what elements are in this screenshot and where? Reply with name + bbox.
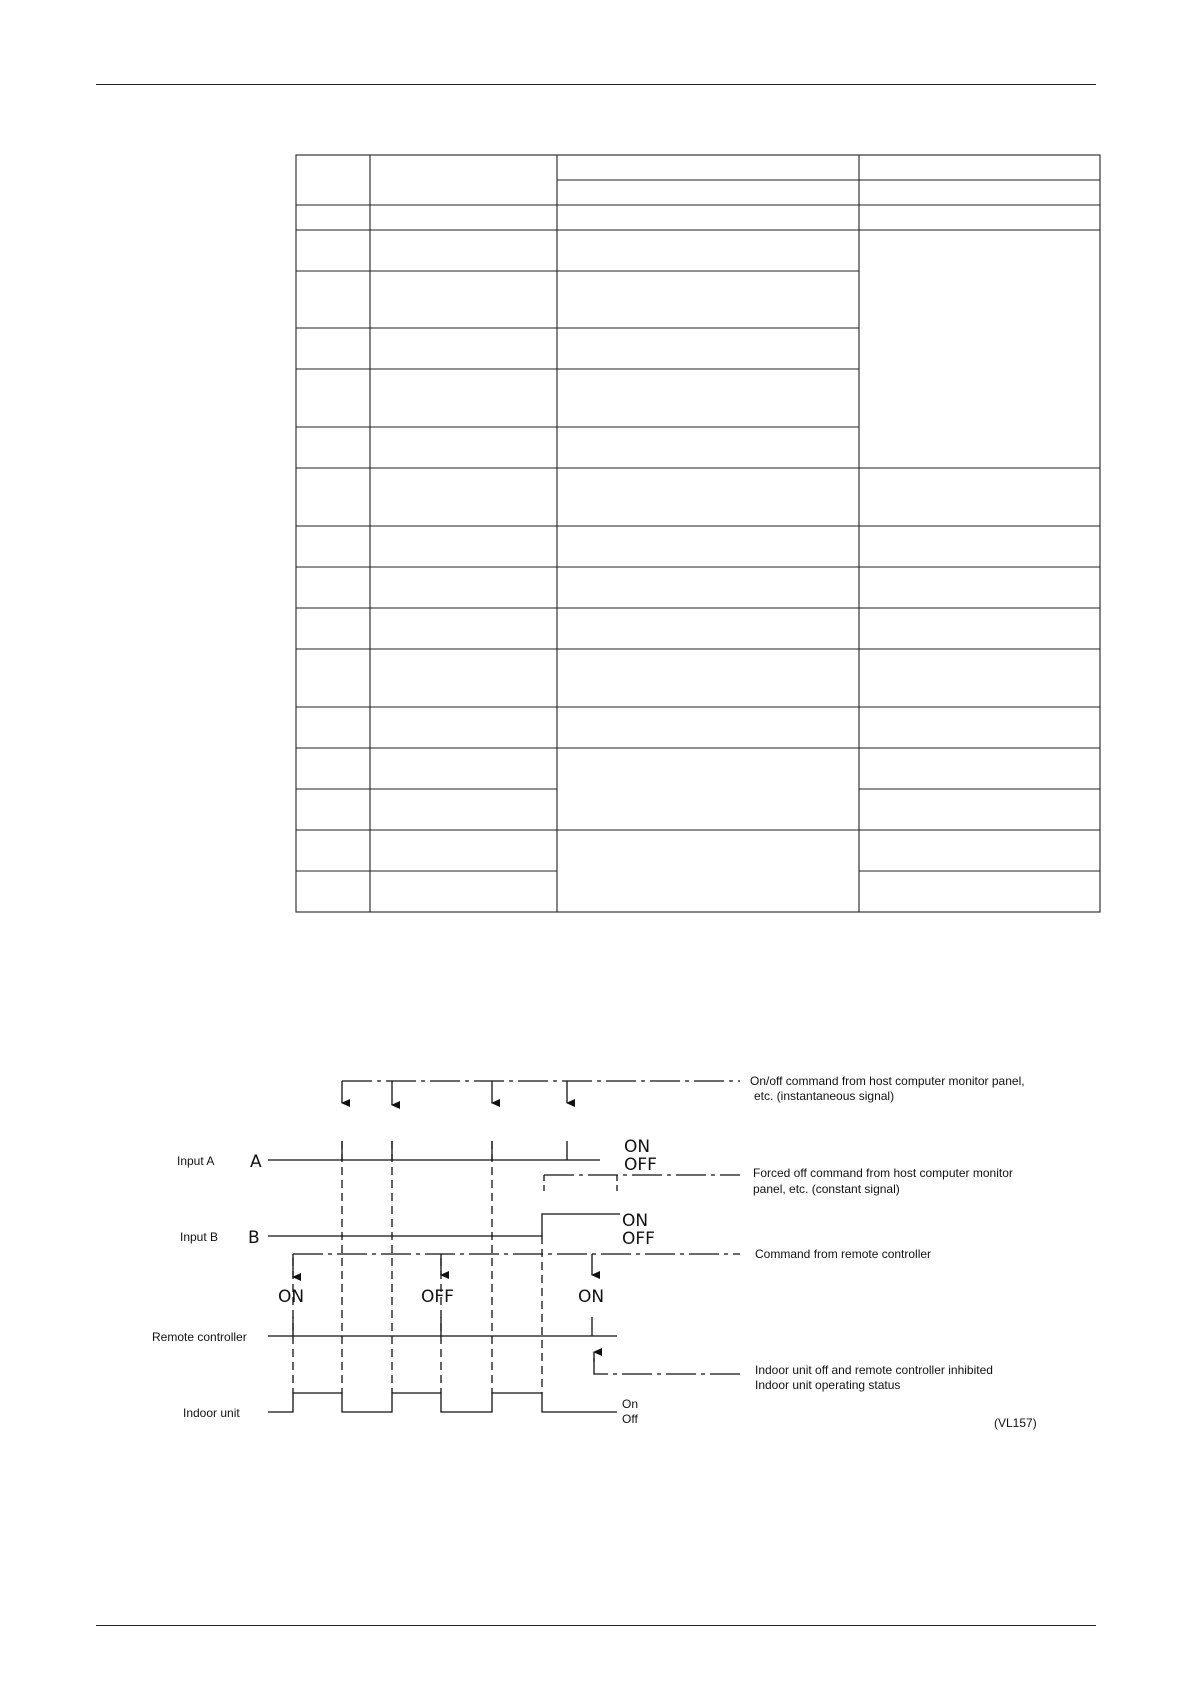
- input-b-label: Input B: [180, 1230, 219, 1244]
- host-command-note-2: etc. (instantaneous signal): [754, 1089, 895, 1103]
- remote-command-3: ON: [578, 1287, 605, 1307]
- forced-off-note-2: panel, etc. (constant signal): [753, 1182, 900, 1196]
- input-b-on: ON: [622, 1211, 649, 1231]
- input-a-label: Input A: [177, 1154, 215, 1168]
- input-a-on: ON: [624, 1137, 651, 1157]
- host-command-note-1: On/off command from host computer monitor panel,: [750, 1074, 1025, 1088]
- forced-off-note-1: Forced off command from host computer monitor: [753, 1166, 1013, 1180]
- figure-id: (VL157): [994, 1416, 1037, 1430]
- remote-command-note: Command from remote controller: [755, 1247, 932, 1261]
- remote-controller-label: Remote controller: [152, 1330, 247, 1344]
- indoor-unit-signal: [268, 1393, 617, 1412]
- inhibited-pointer: [594, 1353, 740, 1374]
- indoor-unit-off: Off: [622, 1412, 638, 1426]
- remote-command-1: ON: [278, 1287, 305, 1307]
- input-b-signal: [268, 1214, 620, 1236]
- indoor-unit-on: On: [622, 1397, 639, 1411]
- indoor-unit-label: Indoor unit: [183, 1406, 240, 1420]
- input-a-off: OFF: [624, 1155, 657, 1175]
- input-a-letter: A: [250, 1152, 262, 1172]
- input-b-off: OFF: [622, 1229, 655, 1249]
- inhibited-note-2: Indoor unit operating status: [755, 1378, 901, 1392]
- remote-command-2: OFF: [421, 1287, 454, 1307]
- input-b-letter: B: [248, 1228, 260, 1248]
- inhibited-note-1: Indoor unit off and remote controller inhibited: [755, 1363, 993, 1377]
